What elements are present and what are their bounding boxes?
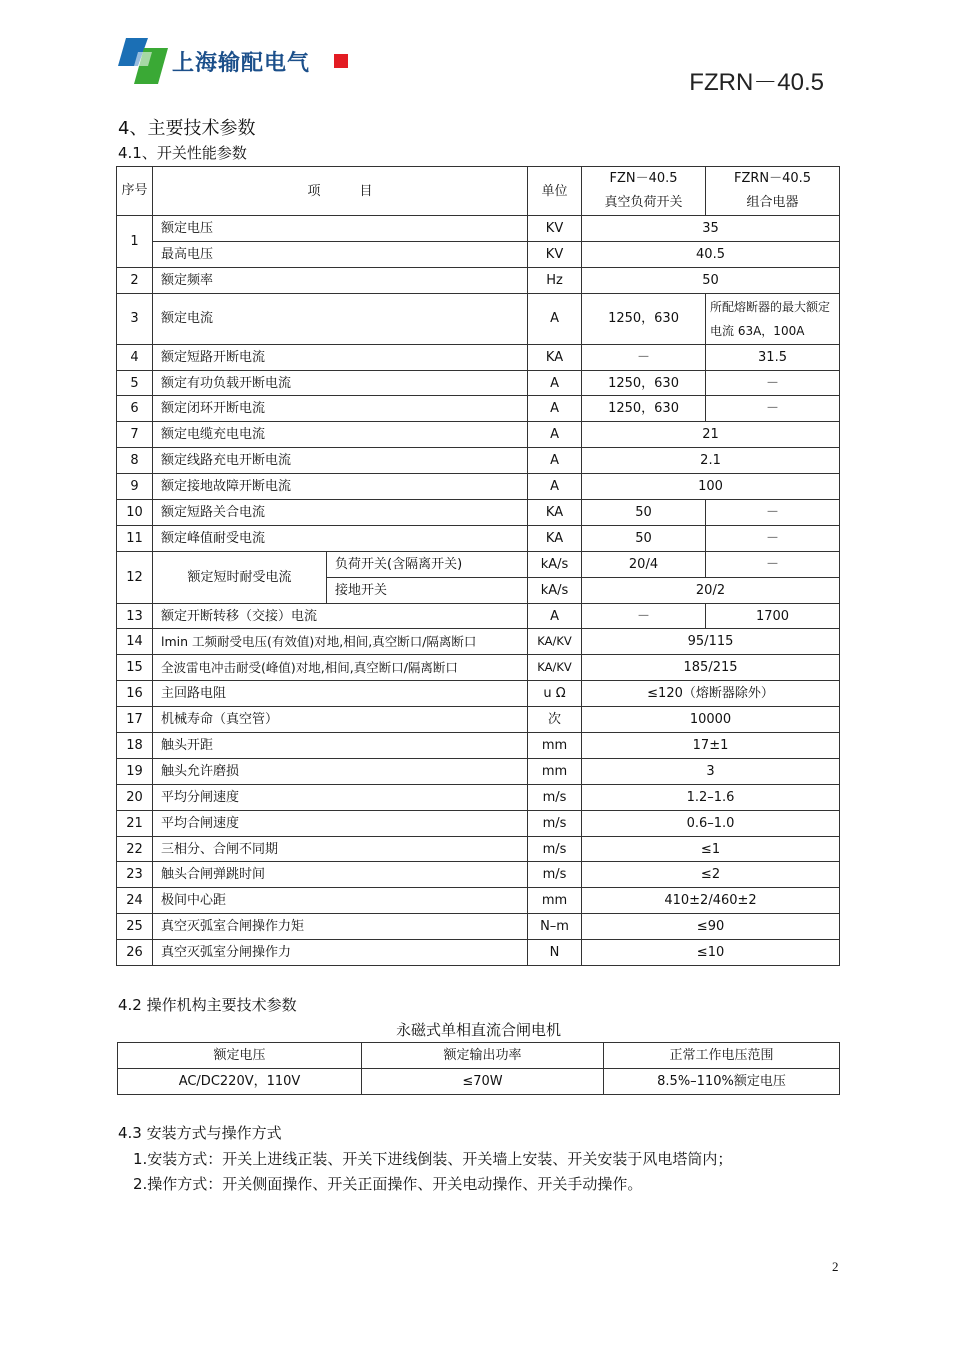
row-value-fzn: － bbox=[582, 603, 706, 629]
row-value: 17±1 bbox=[582, 733, 840, 759]
row-no: 7 bbox=[117, 422, 153, 448]
table-row bbox=[117, 370, 840, 396]
row-no: 26 bbox=[117, 940, 153, 966]
table-row bbox=[117, 940, 840, 966]
row-no: 17 bbox=[117, 707, 153, 733]
table-row bbox=[117, 836, 840, 862]
row-item: 触头允许磨损 bbox=[153, 758, 528, 784]
row-unit: m/s bbox=[528, 836, 582, 862]
row-no: 5 bbox=[117, 370, 153, 396]
row-unit: m/s bbox=[528, 862, 582, 888]
row-value-fzrn: － bbox=[706, 396, 840, 422]
row-no: 13 bbox=[117, 603, 153, 629]
row-value: 100 bbox=[582, 474, 840, 500]
table-row bbox=[117, 525, 840, 551]
row-value-fzrn: － bbox=[706, 500, 840, 526]
row-item: 全波雷电冲击耐受(峰值)对地,相间,真空断口/隔离断口 bbox=[153, 655, 528, 681]
row-value-fzn: － bbox=[582, 344, 706, 370]
row-no: 24 bbox=[117, 888, 153, 914]
table-row bbox=[118, 1069, 840, 1095]
row-value: 95/115 bbox=[582, 629, 840, 655]
row-subitem: 接地开关 bbox=[327, 577, 528, 603]
row-value: 2.1 bbox=[582, 448, 840, 474]
header-fzrn-name: 组合电器 bbox=[746, 195, 799, 210]
row-unit: KA bbox=[528, 500, 582, 526]
row-value: 10000 bbox=[582, 707, 840, 733]
row-value: 40.5 bbox=[582, 241, 840, 267]
row-item: 平均合闸速度 bbox=[153, 810, 528, 836]
table-row bbox=[117, 888, 840, 914]
row-unit: m/s bbox=[528, 810, 582, 836]
model-number: FZRN－40.5 bbox=[689, 69, 824, 96]
row-value-fzrn: － bbox=[706, 370, 840, 396]
row-value-fzn: 1250，630 bbox=[582, 293, 706, 344]
row-value: 50 bbox=[582, 267, 840, 293]
row-unit: m/s bbox=[528, 784, 582, 810]
row-value: 0.6–1.0 bbox=[582, 810, 840, 836]
row-item: 额定短路关合电流 bbox=[153, 500, 528, 526]
header-fzn bbox=[582, 167, 706, 216]
row-value-fzrn: 所配熔断器的最大额定电流 63A，100A bbox=[706, 293, 840, 344]
row-unit: Hz bbox=[528, 267, 582, 293]
operating-mechanism-table bbox=[117, 1042, 840, 1095]
row-no: 8 bbox=[117, 448, 153, 474]
row-value: ≤2 bbox=[582, 862, 840, 888]
value-rated-power: ≤70W bbox=[362, 1069, 604, 1095]
table-row bbox=[117, 216, 840, 242]
row-unit: KV bbox=[528, 241, 582, 267]
row-value-fzn: 20/4 bbox=[582, 551, 706, 577]
table-row bbox=[117, 914, 840, 940]
row-unit: A bbox=[528, 448, 582, 474]
row-item: 额定闭环开断电流 bbox=[153, 396, 528, 422]
row-subitem: 负荷开关(含隔离开关) bbox=[327, 551, 528, 577]
section-4-1-title: 4.1、开关性能参数 bbox=[118, 144, 247, 162]
row-unit: u Ω bbox=[528, 681, 582, 707]
header-voltage-range: 正常工作电压范围 bbox=[604, 1043, 840, 1069]
row-no: 12 bbox=[117, 551, 153, 603]
row-item: 额定频率 bbox=[153, 267, 528, 293]
row-no: 9 bbox=[117, 474, 153, 500]
row-value: 185/215 bbox=[582, 655, 840, 681]
row-value-fzrn: 1700 bbox=[706, 603, 840, 629]
row-no: 18 bbox=[117, 733, 153, 759]
row-unit: mm bbox=[528, 888, 582, 914]
table-row bbox=[117, 784, 840, 810]
row-no: 15 bbox=[117, 655, 153, 681]
row-unit: KA/KV bbox=[528, 655, 582, 681]
value-rated-voltage: AC/DC220V，110V bbox=[118, 1069, 362, 1095]
row-unit: KA bbox=[528, 525, 582, 551]
header-fzn-model: FZN－40.5 bbox=[609, 171, 678, 186]
row-unit: kA/s bbox=[528, 577, 582, 603]
header-item: 项 目 bbox=[153, 167, 528, 216]
table-row bbox=[117, 551, 840, 577]
table-row bbox=[117, 681, 840, 707]
row-value-fzrn: － bbox=[706, 525, 840, 551]
row-item: 额定线路充电开断电流 bbox=[153, 448, 528, 474]
row-unit: mm bbox=[528, 758, 582, 784]
table-row bbox=[117, 733, 840, 759]
table-row bbox=[117, 267, 840, 293]
table-row bbox=[117, 241, 840, 267]
row-unit: A bbox=[528, 396, 582, 422]
row-unit: 次 bbox=[528, 707, 582, 733]
row-value: ≤1 bbox=[582, 836, 840, 862]
table-row bbox=[117, 396, 840, 422]
row-value: 3 bbox=[582, 758, 840, 784]
table-row bbox=[117, 344, 840, 370]
header-fzrn bbox=[706, 167, 840, 216]
row-item: 额定开断转移（交接）电流 bbox=[153, 603, 528, 629]
header-fzrn-model: FZRN－40.5 bbox=[733, 171, 812, 186]
table-row bbox=[117, 758, 840, 784]
row-unit: KA bbox=[528, 344, 582, 370]
row-item: 三相分、合闸不同期 bbox=[153, 836, 528, 862]
header-fzn-name: 真空负荷开关 bbox=[604, 195, 683, 210]
row-no: 11 bbox=[117, 525, 153, 551]
row-item: 额定电流 bbox=[153, 293, 528, 344]
row-unit: KV bbox=[528, 216, 582, 242]
row-item: 机械寿命（真空管） bbox=[153, 707, 528, 733]
row-value-fzn: 50 bbox=[582, 500, 706, 526]
row-value: 1.2–1.6 bbox=[582, 784, 840, 810]
row-item: 额定峰值耐受电流 bbox=[153, 525, 528, 551]
row-unit: A bbox=[528, 370, 582, 396]
table-row bbox=[117, 474, 840, 500]
row-no: 19 bbox=[117, 758, 153, 784]
company-logo bbox=[118, 36, 358, 88]
row-item: 主回路电阻 bbox=[153, 681, 528, 707]
table-row bbox=[117, 422, 840, 448]
row-unit: A bbox=[528, 293, 582, 344]
row-item: 额定有功负载开断电流 bbox=[153, 370, 528, 396]
row-unit: A bbox=[528, 474, 582, 500]
row-no: 23 bbox=[117, 862, 153, 888]
row-no: 10 bbox=[117, 500, 153, 526]
row-unit: N bbox=[528, 940, 582, 966]
row-value-fzn: 1250，630 bbox=[582, 370, 706, 396]
table-row bbox=[117, 810, 840, 836]
section-4-3-title: 4.3 安装方式与操作方式 bbox=[118, 1124, 282, 1142]
row-value-fzn: 1250，630 bbox=[582, 396, 706, 422]
table-row bbox=[117, 293, 840, 344]
operation-method-text: 2.操作方式：开关侧面操作、开关正面操作、开关电动操作、开关手动操作。 bbox=[133, 1175, 643, 1193]
table-row bbox=[117, 862, 840, 888]
header-rated-power: 额定输出功率 bbox=[362, 1043, 604, 1069]
row-item: 触头合闸弹跳时间 bbox=[153, 862, 528, 888]
row-value-fzrn: 31.5 bbox=[706, 344, 840, 370]
header-unit: 单位 bbox=[528, 167, 582, 216]
row-no: 2 bbox=[117, 267, 153, 293]
row-item: 额定短时耐受电流 bbox=[153, 551, 327, 603]
row-value: 35 bbox=[582, 216, 840, 242]
row-no: 1 bbox=[117, 216, 153, 268]
value-voltage-range: 8.5%–110%额定电压 bbox=[604, 1069, 840, 1095]
table-row bbox=[117, 707, 840, 733]
row-value: ≤10 bbox=[582, 940, 840, 966]
row-no: 4 bbox=[117, 344, 153, 370]
logo-text: 上海输配电气 bbox=[172, 51, 311, 76]
motor-table-caption: 永磁式单相直流合闸电机 bbox=[395, 1021, 561, 1039]
table-header-row bbox=[118, 1043, 840, 1069]
section-4-title: 4、主要技术参数 bbox=[118, 118, 256, 139]
installation-method-text: 1.安装方式：开关上进线正装、开关下进线倒装、开关墙上安装、开关安装于风电塔筒内； bbox=[133, 1150, 733, 1168]
row-no: 21 bbox=[117, 810, 153, 836]
row-item: 最高电压 bbox=[153, 241, 528, 267]
row-unit: N–m bbox=[528, 914, 582, 940]
row-no: 14 bbox=[117, 629, 153, 655]
header-seq: 序号 bbox=[117, 167, 153, 216]
row-no: 3 bbox=[117, 293, 153, 344]
row-value: ≤120（熔断器除外） bbox=[582, 681, 840, 707]
page-number: 2 bbox=[832, 1259, 839, 1274]
row-item: 额定接地故障开断电流 bbox=[153, 474, 528, 500]
row-no: 16 bbox=[117, 681, 153, 707]
switch-performance-table bbox=[116, 166, 840, 966]
row-no: 6 bbox=[117, 396, 153, 422]
row-unit: kA/s bbox=[528, 551, 582, 577]
row-item: 平均分闸速度 bbox=[153, 784, 528, 810]
row-item: 真空灭弧室合闸操作力矩 bbox=[153, 914, 528, 940]
row-item: 真空灭弧室分闸操作力 bbox=[153, 940, 528, 966]
table-row bbox=[117, 603, 840, 629]
table-row bbox=[117, 448, 840, 474]
row-no: 25 bbox=[117, 914, 153, 940]
row-item: lmin 工频耐受电压(有效值)对地,相间,真空断口/隔离断口 bbox=[153, 629, 528, 655]
row-no: 22 bbox=[117, 836, 153, 862]
logo-red-square bbox=[334, 54, 348, 68]
row-item: 极间中心距 bbox=[153, 888, 528, 914]
row-unit: A bbox=[528, 603, 582, 629]
row-item: 额定电压 bbox=[153, 216, 528, 242]
header-rated-voltage: 额定电压 bbox=[118, 1043, 362, 1069]
row-unit: mm bbox=[528, 733, 582, 759]
row-value: 410±2/460±2 bbox=[582, 888, 840, 914]
row-item: 额定电缆充电电流 bbox=[153, 422, 528, 448]
table-header-row bbox=[117, 167, 840, 216]
row-no: 20 bbox=[117, 784, 153, 810]
row-value: 21 bbox=[582, 422, 840, 448]
logo-mark-icon bbox=[118, 36, 170, 88]
table-row bbox=[117, 500, 840, 526]
row-unit: KA/KV bbox=[528, 629, 582, 655]
table-row bbox=[117, 629, 840, 655]
row-value: 20/2 bbox=[582, 577, 840, 603]
row-value: ≤90 bbox=[582, 914, 840, 940]
row-unit: A bbox=[528, 422, 582, 448]
row-item: 额定短路开断电流 bbox=[153, 344, 528, 370]
table-row bbox=[117, 655, 840, 681]
row-value-fzn: 50 bbox=[582, 525, 706, 551]
section-4-2-title: 4.2 操作机构主要技术参数 bbox=[118, 996, 297, 1014]
row-item: 触头开距 bbox=[153, 733, 528, 759]
row-value-fzrn: － bbox=[706, 551, 840, 577]
